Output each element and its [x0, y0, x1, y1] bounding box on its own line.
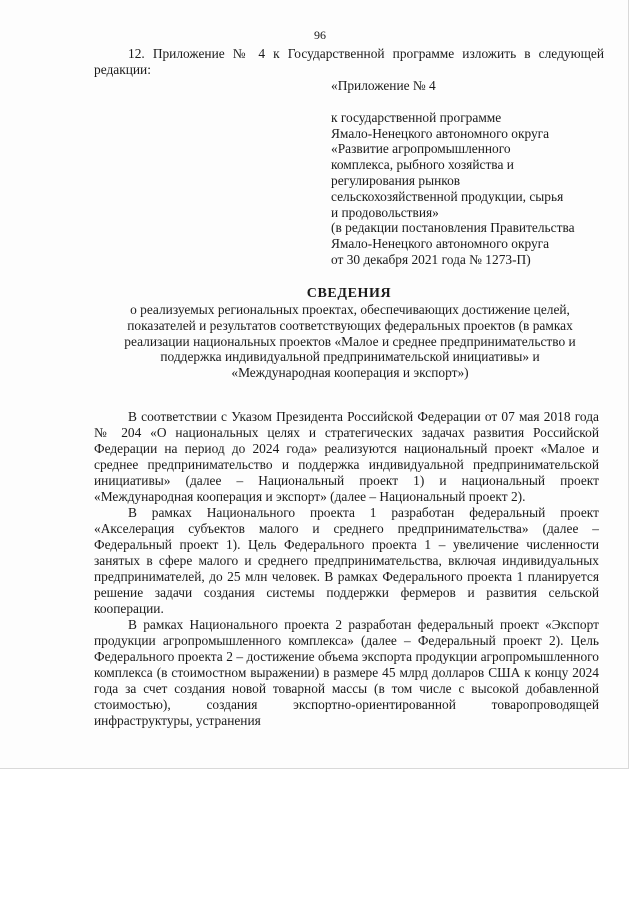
document-subtitle: [80, 302, 620, 381]
appendix-line: Ямало-Ненецкого автономного округа: [331, 236, 550, 252]
body-paragraph: В соответствии с Указом Президента Российской Федерации от 07 мая 2018 года № 204 «О национальных целях и стратегических задачах развития Российской Федерации на период до 2024 года» реализуются национальный проект «Малое и среднее предпринимательство и поддержка индивидуальной предпринимательской инициативы» (далее – Национальный проект 1) и национальный проект «Международная кооперация и экспорт» (далее – Национальный проект 2).: [94, 409, 599, 504]
appendix-spacer: [331, 94, 621, 110]
appendix-line: (в редакции постановления Правительства: [331, 220, 575, 236]
body-paragraph: В рамках Национального проекта 2 разработан федеральный проект «Экспорт продукции агропромышленного комплекса» (далее – Федеральный проект 2). Цель Федерального проекта 2 – достижение объема экспорта продукции агропромышленного комплекса (в стоимостном выражении) в размере 45 млрд долларов США к концу 2024 года за счет создания новой товарной массы (в том числе с высокой добавленной стоимостью), создания экспортно-ориентированной товаропроводящей инфраструктуры, устранения: [94, 617, 599, 728]
subtitle-line: поддержка индивидуальной предпринимательской инициативы» и: [160, 349, 540, 365]
appendix-header: [331, 78, 621, 268]
intro-paragraph: 12. Приложение № 4 к Государственной программе изложить в следующей редакции:: [94, 46, 604, 77]
subtitle-line: показателей и результатов соответствующих федеральных проектов (в рамках: [127, 317, 573, 333]
subtitle-line: «Международная кооперация и экспорт»): [231, 365, 469, 381]
appendix-line: Ямало-Ненецкого автономного округа: [331, 125, 550, 141]
body-paragraph: В рамках Национального проекта 1 разработан федеральный проект «Акселерация субъектов малого и среднего предпринимательства» (далее – Федеральный проект 1). Цель Федерального проекта 1 – увеличение численности занятых в сфере малого и среднего предпринимательства, включая индивидуальных предпринимателей, до 25 млн человек. В рамках Федерального проекта 1 планируется решение задачи создания системы поддержки фермеров и развития сельской кооперации.: [94, 505, 599, 616]
appendix-line: к государственной программе: [331, 109, 502, 125]
appendix-heading: «Приложение № 4: [331, 78, 436, 93]
appendix-line: комплекса, рыбного хозяйства и: [331, 157, 514, 173]
appendix-line: от 30 декабря 2021 года № 1273-П): [331, 251, 531, 267]
page-number: 96: [314, 28, 326, 42]
subtitle-line: реализации национальных проектов «Малое и среднее предпринимательство и: [124, 333, 576, 349]
body-text: [94, 409, 599, 729]
appendix-line: регулирования рынков: [331, 172, 461, 188]
appendix-line: и продовольствия»: [331, 204, 439, 220]
appendix-line: «Развитие агропромышленного: [331, 141, 511, 157]
appendix-line: сельскохозяйственной продукции, сырья: [331, 188, 564, 204]
document-title: СВЕДЕНИЯ: [306, 286, 392, 301]
subtitle-line: о реализуемых региональных проектах, обеспечивающих достижение целей,: [130, 302, 570, 317]
